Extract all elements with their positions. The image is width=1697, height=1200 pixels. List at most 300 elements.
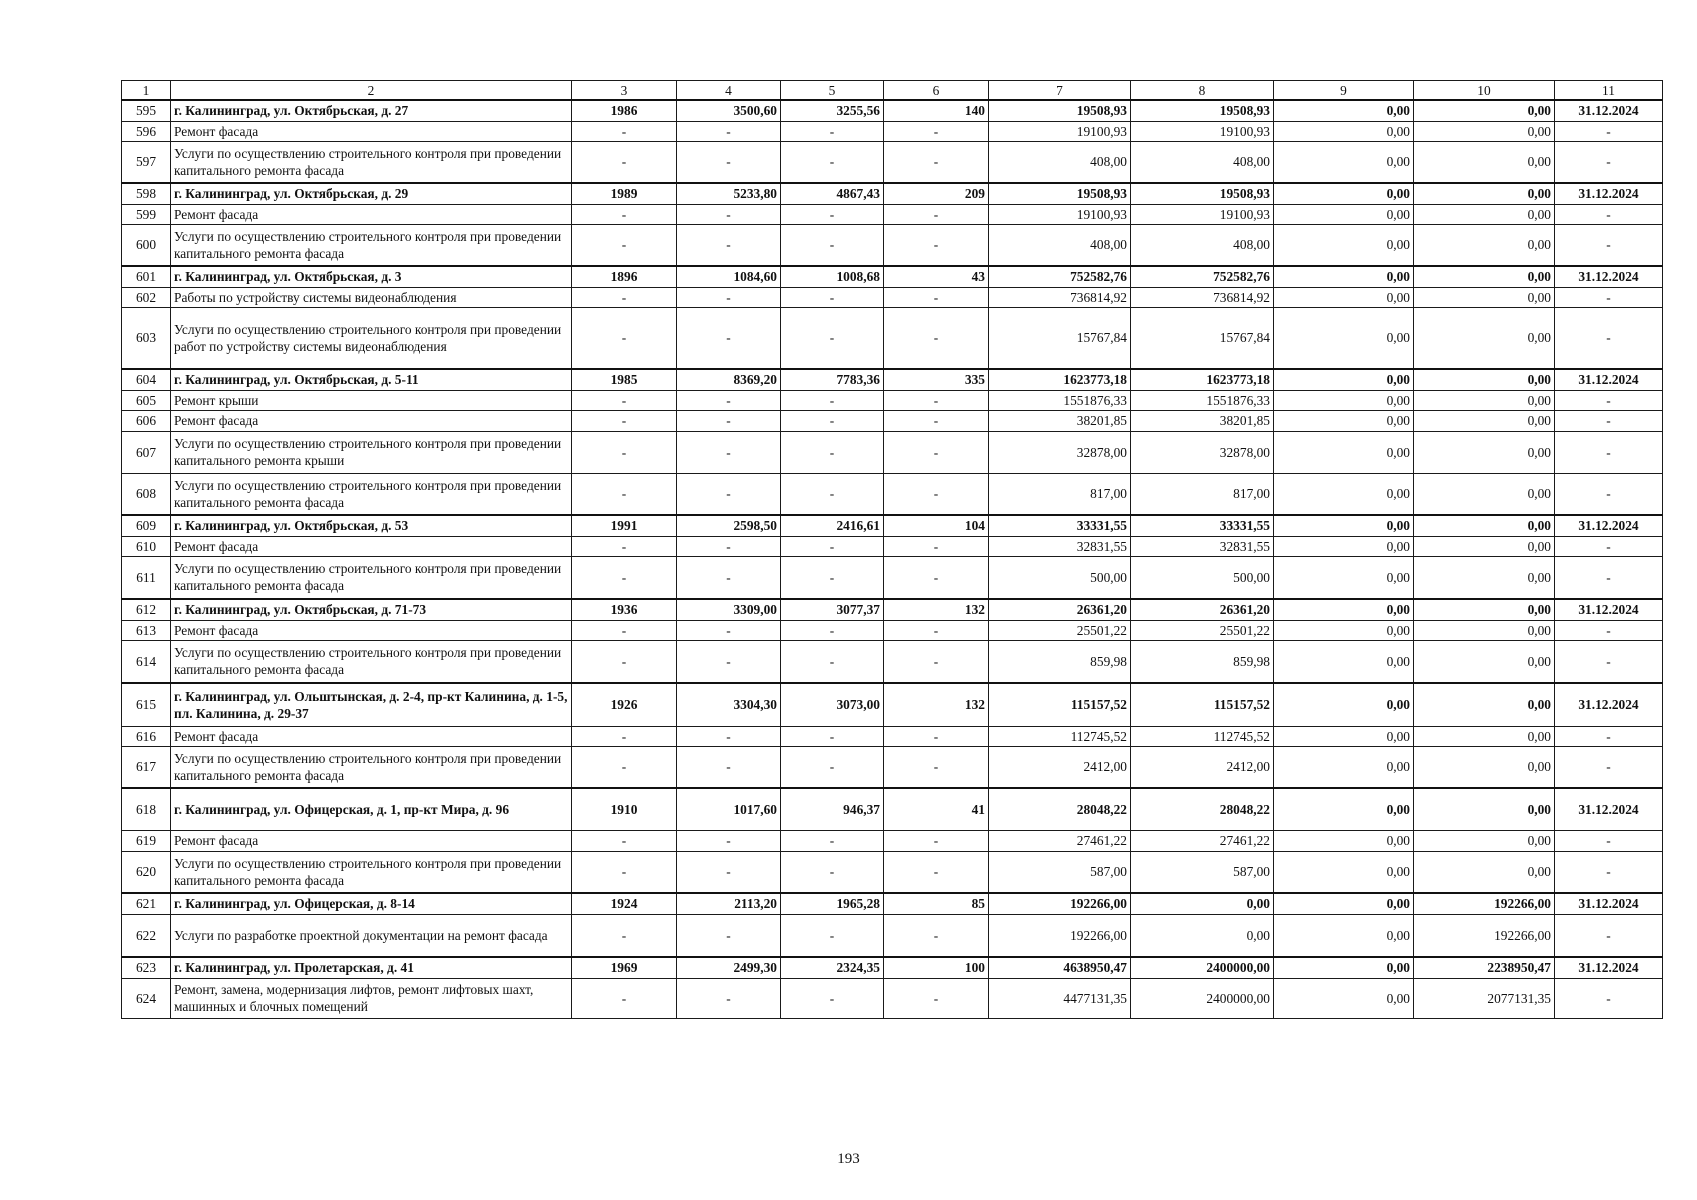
year-cell: - [572, 390, 677, 410]
row-number: 620 [122, 851, 171, 893]
residents-cell: 140 [884, 100, 989, 121]
table-row-work [122, 307, 1663, 369]
area-living-cell: - [781, 431, 884, 473]
description-cell: Ремонт фасада [171, 410, 572, 431]
residents-cell: - [884, 307, 989, 369]
cost-total-cell: 192266,00 [989, 893, 1131, 914]
cost-total-cell: 859,98 [989, 640, 1131, 683]
year-cell: 1896 [572, 266, 677, 287]
cost-fund-cell: 587,00 [1131, 851, 1274, 893]
description-cell: г. Калининград, ул. Октябрьская, д. 27 [171, 100, 572, 121]
area-total-cell: 1084,60 [677, 266, 781, 287]
cost-owners-cell: 0,00 [1414, 830, 1555, 851]
cost-fund-cell: 19100,93 [1131, 204, 1274, 224]
column-header: 9 [1274, 81, 1414, 101]
cost-total-cell: 19100,93 [989, 121, 1131, 141]
cost-owners-cell: 2238950,47 [1414, 957, 1555, 978]
description-cell: Работы по устройству системы видеонаблюдения [171, 287, 572, 307]
cost-total-cell: 115157,52 [989, 683, 1131, 726]
cost-region-cell: 0,00 [1274, 515, 1414, 536]
table-row-work [122, 410, 1663, 431]
deadline-cell: 31.12.2024 [1555, 788, 1663, 830]
table-row-work [122, 851, 1663, 893]
cost-total-cell: 112745,52 [989, 726, 1131, 746]
area-total-cell: - [677, 121, 781, 141]
description-cell: Ремонт фасада [171, 536, 572, 556]
residents-cell: 335 [884, 369, 989, 390]
cost-region-cell: 0,00 [1274, 620, 1414, 640]
table-row-work [122, 431, 1663, 473]
column-header: 5 [781, 81, 884, 101]
description-cell: Услуги по осуществлению строительного контроля при проведении капитального ремонта крыши [171, 431, 572, 473]
area-living-cell: - [781, 620, 884, 640]
deadline-cell: - [1555, 121, 1663, 141]
cost-fund-cell: 752582,76 [1131, 266, 1274, 287]
year-cell: - [572, 141, 677, 183]
table-row-address [122, 893, 1663, 914]
area-total-cell: - [677, 620, 781, 640]
area-total-cell: - [677, 556, 781, 599]
row-number: 618 [122, 788, 171, 830]
description-cell: Ремонт фасада [171, 620, 572, 640]
cost-total-cell: 27461,22 [989, 830, 1131, 851]
deadline-cell: - [1555, 640, 1663, 683]
area-living-cell: - [781, 390, 884, 410]
row-number: 599 [122, 204, 171, 224]
area-total-cell: - [677, 390, 781, 410]
cost-fund-cell: 817,00 [1131, 473, 1274, 515]
residents-cell: 43 [884, 266, 989, 287]
deadline-cell: - [1555, 851, 1663, 893]
column-header: 2 [171, 81, 572, 101]
residents-cell: - [884, 746, 989, 788]
cost-region-cell: 0,00 [1274, 556, 1414, 599]
deadline-cell: - [1555, 204, 1663, 224]
cost-fund-cell: 25501,22 [1131, 620, 1274, 640]
row-number: 610 [122, 536, 171, 556]
area-total-cell: 5233,80 [677, 183, 781, 204]
area-living-cell: 2416,61 [781, 515, 884, 536]
description-cell: г. Калининград, ул. Офицерская, д. 1, пр-кт Мира, д. 96 [171, 788, 572, 830]
cost-region-cell: 0,00 [1274, 978, 1414, 1018]
deadline-cell: - [1555, 431, 1663, 473]
area-total-cell: - [677, 204, 781, 224]
cost-fund-cell: 500,00 [1131, 556, 1274, 599]
area-living-cell: - [781, 224, 884, 266]
cost-fund-cell: 115157,52 [1131, 683, 1274, 726]
year-cell: - [572, 410, 677, 431]
cost-owners-cell: 0,00 [1414, 410, 1555, 431]
cost-total-cell: 19508,93 [989, 183, 1131, 204]
deadline-cell: - [1555, 536, 1663, 556]
description-cell: Ремонт фасада [171, 121, 572, 141]
deadline-cell: - [1555, 726, 1663, 746]
cost-total-cell: 38201,85 [989, 410, 1131, 431]
cost-owners-cell: 0,00 [1414, 788, 1555, 830]
year-cell: - [572, 978, 677, 1018]
cost-region-cell: 0,00 [1274, 957, 1414, 978]
residents-cell: 104 [884, 515, 989, 536]
column-header: 11 [1555, 81, 1663, 101]
deadline-cell: - [1555, 473, 1663, 515]
area-living-cell: 946,37 [781, 788, 884, 830]
cost-total-cell: 408,00 [989, 224, 1131, 266]
deadline-cell: - [1555, 307, 1663, 369]
area-living-cell: - [781, 287, 884, 307]
residents-cell: 132 [884, 599, 989, 620]
deadline-cell: - [1555, 287, 1663, 307]
year-cell: 1924 [572, 893, 677, 914]
area-total-cell: - [677, 410, 781, 431]
table-row-work [122, 473, 1663, 515]
area-living-cell: - [781, 141, 884, 183]
cost-total-cell: 32878,00 [989, 431, 1131, 473]
table-row-address [122, 788, 1663, 830]
residents-cell: - [884, 536, 989, 556]
cost-owners-cell: 192266,00 [1414, 914, 1555, 957]
area-living-cell: 7783,36 [781, 369, 884, 390]
description-cell: Услуги по осуществлению строительного контроля при проведении капитального ремонта фасада [171, 473, 572, 515]
cost-fund-cell: 1551876,33 [1131, 390, 1274, 410]
area-living-cell: 3077,37 [781, 599, 884, 620]
year-cell: 1989 [572, 183, 677, 204]
area-total-cell: 2598,50 [677, 515, 781, 536]
cost-region-cell: 0,00 [1274, 914, 1414, 957]
cost-fund-cell: 2412,00 [1131, 746, 1274, 788]
deadline-cell: 31.12.2024 [1555, 369, 1663, 390]
cost-fund-cell: 2400000,00 [1131, 957, 1274, 978]
area-total-cell: 2113,20 [677, 893, 781, 914]
area-living-cell: 2324,35 [781, 957, 884, 978]
residents-cell: - [884, 640, 989, 683]
description-cell: г. Калининград, ул. Октябрьская, д. 3 [171, 266, 572, 287]
cost-total-cell: 4477131,35 [989, 978, 1131, 1018]
cost-region-cell: 0,00 [1274, 788, 1414, 830]
area-total-cell: 3304,30 [677, 683, 781, 726]
row-number: 612 [122, 599, 171, 620]
cost-fund-cell: 736814,92 [1131, 287, 1274, 307]
area-living-cell: 3073,00 [781, 683, 884, 726]
cost-fund-cell: 112745,52 [1131, 726, 1274, 746]
area-total-cell: - [677, 851, 781, 893]
area-living-cell: - [781, 410, 884, 431]
description-cell: Услуги по разработке проектной документации на ремонт фасада [171, 914, 572, 957]
deadline-cell: - [1555, 556, 1663, 599]
year-cell: 1986 [572, 100, 677, 121]
year-cell: 1969 [572, 957, 677, 978]
cost-region-cell: 0,00 [1274, 599, 1414, 620]
year-cell: - [572, 121, 677, 141]
area-total-cell: - [677, 141, 781, 183]
cost-region-cell: 0,00 [1274, 224, 1414, 266]
description-cell: Ремонт крыши [171, 390, 572, 410]
cost-region-cell: 0,00 [1274, 473, 1414, 515]
year-cell: - [572, 204, 677, 224]
year-cell: - [572, 851, 677, 893]
area-living-cell: - [781, 121, 884, 141]
row-number: 602 [122, 287, 171, 307]
cost-region-cell: 0,00 [1274, 369, 1414, 390]
area-total-cell: - [677, 307, 781, 369]
area-living-cell: - [781, 914, 884, 957]
cost-fund-cell: 1623773,18 [1131, 369, 1274, 390]
table-row-work [122, 726, 1663, 746]
table-row-address [122, 599, 1663, 620]
table-row-work [122, 978, 1663, 1018]
row-number: 615 [122, 683, 171, 726]
area-total-cell: 2499,30 [677, 957, 781, 978]
area-total-cell: - [677, 287, 781, 307]
cost-owners-cell: 0,00 [1414, 640, 1555, 683]
deadline-cell: - [1555, 141, 1663, 183]
row-number: 616 [122, 726, 171, 746]
cost-total-cell: 25501,22 [989, 620, 1131, 640]
row-number: 596 [122, 121, 171, 141]
deadline-cell: - [1555, 620, 1663, 640]
deadline-cell: 31.12.2024 [1555, 893, 1663, 914]
cost-total-cell: 192266,00 [989, 914, 1131, 957]
deadline-cell: - [1555, 830, 1663, 851]
cost-fund-cell: 408,00 [1131, 224, 1274, 266]
year-cell: - [572, 473, 677, 515]
area-living-cell: - [781, 978, 884, 1018]
table-row-address [122, 266, 1663, 287]
cost-region-cell: 0,00 [1274, 536, 1414, 556]
year-cell: - [572, 640, 677, 683]
cost-total-cell: 15767,84 [989, 307, 1131, 369]
table-row-work [122, 141, 1663, 183]
table-row-address [122, 369, 1663, 390]
area-total-cell: - [677, 640, 781, 683]
cost-owners-cell: 0,00 [1414, 683, 1555, 726]
row-number: 600 [122, 224, 171, 266]
row-number: 597 [122, 141, 171, 183]
cost-owners-cell: 0,00 [1414, 121, 1555, 141]
row-number: 617 [122, 746, 171, 788]
cost-region-cell: 0,00 [1274, 726, 1414, 746]
cost-fund-cell: 0,00 [1131, 914, 1274, 957]
description-cell: Ремонт, замена, модернизация лифтов, ремонт лифтовых шахт, машинных и блочных помещений [171, 978, 572, 1018]
year-cell: - [572, 830, 677, 851]
table-row-work [122, 746, 1663, 788]
column-header: 4 [677, 81, 781, 101]
area-living-cell: - [781, 851, 884, 893]
description-cell: Ремонт фасада [171, 204, 572, 224]
cost-owners-cell: 0,00 [1414, 224, 1555, 266]
description-cell: г. Калининград, ул. Октябрьская, д. 5-11 [171, 369, 572, 390]
row-number: 595 [122, 100, 171, 121]
description-cell: Услуги по осуществлению строительного контроля при проведении капитального ремонта фасада [171, 851, 572, 893]
residents-cell: - [884, 141, 989, 183]
residents-cell: - [884, 620, 989, 640]
residents-cell: - [884, 851, 989, 893]
description-cell: Услуги по осуществлению строительного контроля при проведении капитального ремонта фасада [171, 746, 572, 788]
description-cell: Услуги по осуществлению строительного контроля при проведении работ по устройству системы видеонаблюдения [171, 307, 572, 369]
cost-total-cell: 4638950,47 [989, 957, 1131, 978]
cost-region-cell: 0,00 [1274, 830, 1414, 851]
cost-fund-cell: 15767,84 [1131, 307, 1274, 369]
table-row-work [122, 287, 1663, 307]
year-cell: - [572, 224, 677, 266]
cost-region-cell: 0,00 [1274, 683, 1414, 726]
cost-total-cell: 1623773,18 [989, 369, 1131, 390]
area-total-cell: - [677, 726, 781, 746]
year-cell: 1926 [572, 683, 677, 726]
cost-region-cell: 0,00 [1274, 141, 1414, 183]
residents-cell: - [884, 914, 989, 957]
description-cell: г. Калининград, ул. Октябрьская, д. 53 [171, 515, 572, 536]
cost-owners-cell: 0,00 [1414, 183, 1555, 204]
area-living-cell: - [781, 556, 884, 599]
area-total-cell: - [677, 978, 781, 1018]
year-cell: - [572, 431, 677, 473]
row-number: 623 [122, 957, 171, 978]
cost-owners-cell: 0,00 [1414, 266, 1555, 287]
cost-owners-cell: 0,00 [1414, 726, 1555, 746]
cost-fund-cell: 33331,55 [1131, 515, 1274, 536]
cost-region-cell: 0,00 [1274, 100, 1414, 121]
cost-owners-cell: 0,00 [1414, 100, 1555, 121]
table-row-work [122, 914, 1663, 957]
deadline-cell: - [1555, 224, 1663, 266]
table-row-work [122, 620, 1663, 640]
area-total-cell: 3309,00 [677, 599, 781, 620]
deadline-cell: 31.12.2024 [1555, 100, 1663, 121]
year-cell: - [572, 620, 677, 640]
area-total-cell: 8369,20 [677, 369, 781, 390]
residents-cell: - [884, 726, 989, 746]
area-living-cell: - [781, 307, 884, 369]
header-row [122, 81, 1663, 101]
area-total-cell: - [677, 224, 781, 266]
deadline-cell: 31.12.2024 [1555, 183, 1663, 204]
residents-cell: - [884, 431, 989, 473]
cost-fund-cell: 2400000,00 [1131, 978, 1274, 1018]
deadline-cell: - [1555, 914, 1663, 957]
description-cell: Ремонт фасада [171, 726, 572, 746]
cost-owners-cell: 0,00 [1414, 431, 1555, 473]
residents-cell: 132 [884, 683, 989, 726]
table-row-address [122, 183, 1663, 204]
cost-owners-cell: 0,00 [1414, 141, 1555, 183]
area-total-cell: - [677, 431, 781, 473]
cost-region-cell: 0,00 [1274, 431, 1414, 473]
residents-cell: - [884, 410, 989, 431]
area-living-cell: - [781, 746, 884, 788]
column-header: 3 [572, 81, 677, 101]
cost-total-cell: 500,00 [989, 556, 1131, 599]
page-number: 193 [837, 1151, 860, 1167]
cost-owners-cell: 2077131,35 [1414, 978, 1555, 1018]
cost-fund-cell: 27461,22 [1131, 830, 1274, 851]
cost-owners-cell: 0,00 [1414, 515, 1555, 536]
deadline-cell: 31.12.2024 [1555, 957, 1663, 978]
cost-region-cell: 0,00 [1274, 640, 1414, 683]
area-living-cell: - [781, 830, 884, 851]
description-cell: г. Калининград, ул. Пролетарская, д. 41 [171, 957, 572, 978]
cost-total-cell: 408,00 [989, 141, 1131, 183]
cost-fund-cell: 38201,85 [1131, 410, 1274, 431]
deadline-cell: 31.12.2024 [1555, 515, 1663, 536]
area-living-cell: - [781, 536, 884, 556]
cost-fund-cell: 859,98 [1131, 640, 1274, 683]
description-cell: г. Калининград, ул. Октябрьская, д. 29 [171, 183, 572, 204]
area-living-cell: 1965,28 [781, 893, 884, 914]
table-row-work [122, 121, 1663, 141]
cost-region-cell: 0,00 [1274, 287, 1414, 307]
cost-owners-cell: 0,00 [1414, 620, 1555, 640]
deadline-cell: - [1555, 746, 1663, 788]
row-number: 608 [122, 473, 171, 515]
cost-region-cell: 0,00 [1274, 183, 1414, 204]
cost-total-cell: 817,00 [989, 473, 1131, 515]
residents-cell: - [884, 121, 989, 141]
cost-total-cell: 736814,92 [989, 287, 1131, 307]
cost-owners-cell: 0,00 [1414, 307, 1555, 369]
cost-fund-cell: 408,00 [1131, 141, 1274, 183]
row-number: 621 [122, 893, 171, 914]
description-cell: Услуги по осуществлению строительного контроля при проведении капитального ремонта фасада [171, 556, 572, 599]
description-cell: г. Калининград, ул. Офицерская, д. 8-14 [171, 893, 572, 914]
year-cell: - [572, 287, 677, 307]
cost-fund-cell: 19100,93 [1131, 121, 1274, 141]
cost-total-cell: 28048,22 [989, 788, 1131, 830]
cost-fund-cell: 19508,93 [1131, 100, 1274, 121]
table-row-address [122, 957, 1663, 978]
cost-region-cell: 0,00 [1274, 893, 1414, 914]
cost-owners-cell: 0,00 [1414, 599, 1555, 620]
cost-region-cell: 0,00 [1274, 746, 1414, 788]
table-row-address [122, 515, 1663, 536]
description-cell: Ремонт фасада [171, 830, 572, 851]
column-header: 10 [1414, 81, 1555, 101]
row-number: 611 [122, 556, 171, 599]
residents-cell: - [884, 978, 989, 1018]
residents-cell: 100 [884, 957, 989, 978]
area-total-cell: - [677, 914, 781, 957]
area-living-cell: 4867,43 [781, 183, 884, 204]
cost-owners-cell: 0,00 [1414, 746, 1555, 788]
cost-owners-cell: 0,00 [1414, 556, 1555, 599]
deadline-cell: - [1555, 390, 1663, 410]
year-cell: - [572, 307, 677, 369]
cost-owners-cell: 0,00 [1414, 473, 1555, 515]
row-number: 609 [122, 515, 171, 536]
year-cell: - [572, 746, 677, 788]
cost-region-cell: 0,00 [1274, 851, 1414, 893]
year-cell: - [572, 536, 677, 556]
cost-fund-cell: 19508,93 [1131, 183, 1274, 204]
area-living-cell: 3255,56 [781, 100, 884, 121]
cost-region-cell: 0,00 [1274, 121, 1414, 141]
cost-fund-cell: 32831,55 [1131, 536, 1274, 556]
cost-total-cell: 19100,93 [989, 204, 1131, 224]
cost-total-cell: 752582,76 [989, 266, 1131, 287]
deadline-cell: 31.12.2024 [1555, 599, 1663, 620]
cost-total-cell: 33331,55 [989, 515, 1131, 536]
cost-region-cell: 0,00 [1274, 390, 1414, 410]
table-row-work [122, 224, 1663, 266]
table-row-work [122, 536, 1663, 556]
year-cell: - [572, 914, 677, 957]
area-total-cell: 3500,60 [677, 100, 781, 121]
cost-owners-cell: 0,00 [1414, 204, 1555, 224]
description-cell: г. Калининград, ул. Ольштынская, д. 2-4, пр-кт Калинина, д. 1-5, пл. Калинина, д. 29-37 [171, 683, 572, 726]
cost-fund-cell: 28048,22 [1131, 788, 1274, 830]
area-living-cell: - [781, 640, 884, 683]
residents-cell: - [884, 204, 989, 224]
column-header: 7 [989, 81, 1131, 101]
